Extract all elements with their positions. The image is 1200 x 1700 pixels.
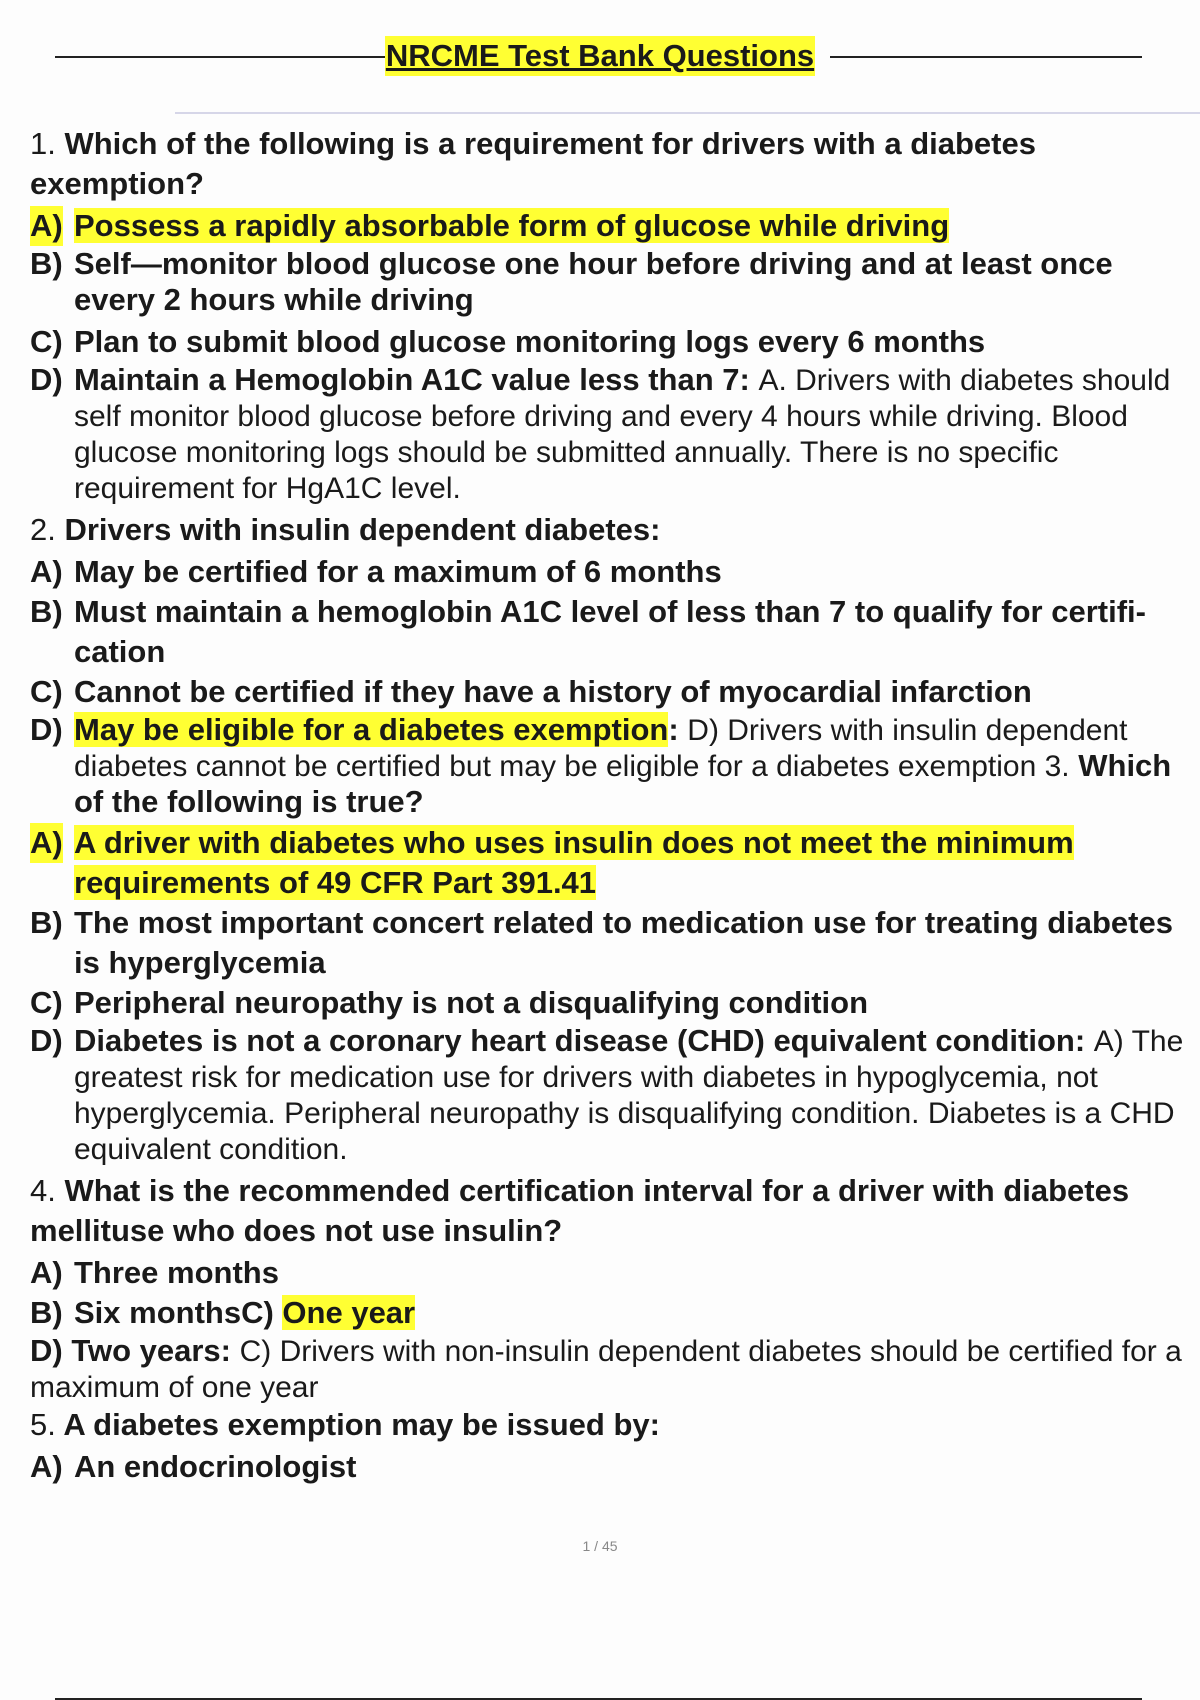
option-letter: A) xyxy=(30,1255,63,1290)
header-divider xyxy=(175,112,1200,114)
option-text: May be certified for a maximum of 6 months xyxy=(74,554,722,589)
question-number: 1. xyxy=(30,126,56,161)
option-letter: B) xyxy=(30,246,63,281)
question-text: A diabetes exemption may be issued by: xyxy=(63,1407,660,1442)
question-1 xyxy=(30,124,1200,204)
option-4d xyxy=(30,1333,1200,1405)
option-3c xyxy=(30,983,1200,1023)
option-letter: D) xyxy=(30,712,63,747)
option-1b xyxy=(30,246,1200,318)
question-number: 2. xyxy=(30,512,56,547)
option-text: An endocrinologist xyxy=(74,1449,357,1484)
option-letter: D) xyxy=(30,362,63,397)
option-letter: A) xyxy=(30,206,63,246)
answer-explanation: C) Drivers with non-insulin dependent diabetes should be certified for a maximum of one year xyxy=(30,1335,1182,1404)
option-letter: A) xyxy=(30,823,63,863)
option-text: Possess a rapidly absorbable form of glucose while driving xyxy=(74,208,950,243)
option-letter: D) xyxy=(30,1333,63,1368)
option-text: A driver with diabetes who uses insulin does not meet the minimum requirements of 49 CFR Part 391.41 xyxy=(74,825,1074,900)
option-letter: C) xyxy=(30,985,63,1020)
option-4a xyxy=(30,1253,1200,1293)
option-5a xyxy=(30,1447,1200,1487)
option-highlight: One year xyxy=(282,1295,416,1330)
option-1c xyxy=(30,322,1200,362)
option-text: The most important concert related to medication use for treating diabetes is hyperglycemia xyxy=(74,905,1173,980)
option-4b xyxy=(30,1293,1200,1333)
question-text: Which of the following is a requirement for drivers with a diabetes exemption? xyxy=(30,126,1036,201)
option-text: Maintain a Hemoglobin A1C value less than 7: xyxy=(74,362,750,397)
option-2b xyxy=(30,592,1200,672)
option-text: Must maintain a hemoglobin A1C level of less than 7 to qualify for certifi-cation xyxy=(74,594,1146,669)
option-text: Self—monitor blood glucose one hour before driving and at least once every 2 hours while driving xyxy=(74,246,1113,317)
option-3d xyxy=(30,1023,1200,1167)
option-letter: B) xyxy=(30,594,63,629)
option-1a xyxy=(30,206,1200,246)
option-letter: A) xyxy=(30,1449,63,1484)
option-2c xyxy=(30,672,1200,712)
question-text: Which of the following is true? xyxy=(74,748,1172,819)
option-letter: A) xyxy=(30,554,63,589)
option-letter: C) xyxy=(30,324,63,359)
answer-explanation: D) Drivers with insulin dependent diabetes cannot be certified but may be eligible for a diabetes exemption 3. xyxy=(74,714,1128,783)
option-2d xyxy=(30,712,1200,819)
page-indicator: 1 / 45 xyxy=(582,1538,618,1554)
question-5 xyxy=(30,1405,1200,1445)
option-3b xyxy=(30,903,1200,983)
question-2 xyxy=(30,510,1200,550)
option-text: Plan to submit blood glucose monitoring logs every 6 months xyxy=(74,324,986,359)
page-title: NRCME Test Bank Questions xyxy=(385,36,815,76)
document-body xyxy=(30,124,1200,1487)
option-text: Peripheral neuropathy is not a disqualifying condition xyxy=(74,985,869,1020)
option-1d xyxy=(30,362,1200,506)
question-text: What is the recommended certification interval for a driver with diabetes mellituse who does not use insulin? xyxy=(30,1173,1130,1248)
option-text: Three months xyxy=(74,1255,279,1290)
title-wrap xyxy=(0,36,1200,76)
option-letter: D) xyxy=(30,1023,63,1058)
question-text: Drivers with insulin dependent diabetes: xyxy=(64,512,661,547)
option-text: Six monthsC) xyxy=(74,1295,274,1330)
answer-explanation: A) The greatest risk for medication use for drivers with diabetes in hypoglycemia, not hyperglycemia. Peripheral neuropathy is disqualifying condition. Diabetes is a CHD equivalent condition. xyxy=(74,1025,1184,1166)
question-4 xyxy=(30,1171,1200,1251)
option-separator: : xyxy=(668,712,679,747)
option-text: Two years: xyxy=(71,1333,231,1368)
option-letter: B) xyxy=(30,1295,63,1330)
option-text: Diabetes is not a coronary heart disease (CHD) equivalent condition: xyxy=(74,1023,1086,1058)
option-text: Cannot be certified if they have a history of myocardial infarction xyxy=(74,674,1032,709)
question-number: 5. xyxy=(30,1407,56,1442)
option-letter: B) xyxy=(30,905,63,940)
option-letter: C) xyxy=(30,674,63,709)
option-text: May be eligible for a diabetes exemption xyxy=(74,712,669,747)
question-number: 4. xyxy=(30,1173,56,1208)
answer-explanation: A. Drivers with diabetes should self monitor blood glucose before driving and every 4 hours while driving. Blood glucose monitoring logs should be submitted annually. There is no specific requirement for HgA1C level. xyxy=(74,364,1171,505)
option-3a xyxy=(30,823,1200,903)
option-2a xyxy=(30,552,1200,592)
